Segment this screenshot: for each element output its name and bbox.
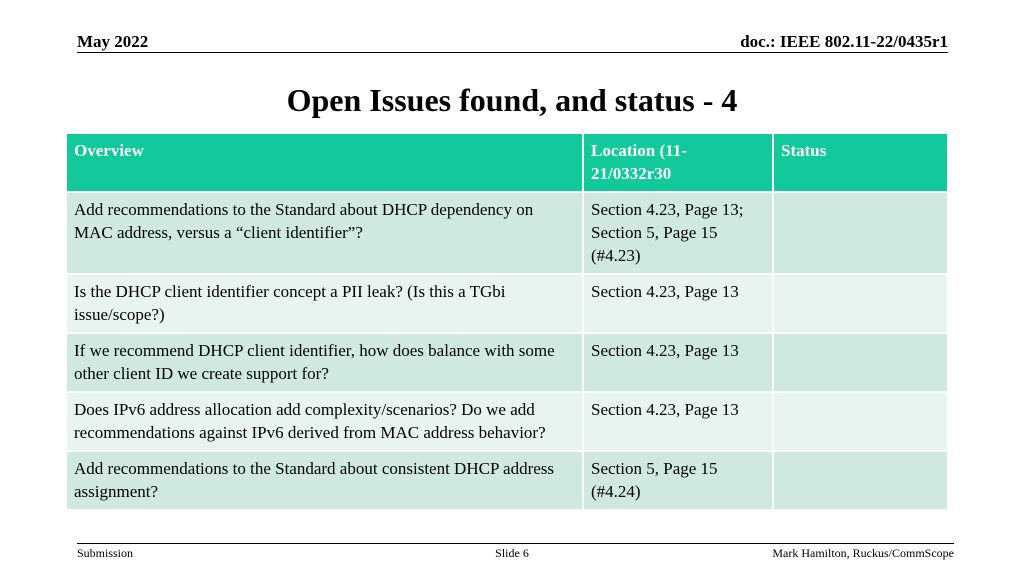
footer-author: Mark Hamilton, Ruckus/CommScope — [772, 546, 954, 560]
table-row — [66, 333, 948, 392]
table-row — [66, 392, 948, 451]
header-overview: Overview — [66, 133, 583, 192]
location-cell: Section 5, Page 15 (#4.24) — [583, 451, 773, 510]
footer-slide-number: Slide 6 — [495, 546, 529, 560]
status-cell — [773, 392, 948, 451]
overview-cell: If we recommend DHCP client identifier, how does balance with some other client ID we create support for? — [66, 333, 583, 392]
location-cell: Section 4.23, Page 13 — [583, 274, 773, 333]
header-date: May 2022 — [77, 32, 149, 51]
overview-cell: Add recommendations to the Standard about consistent DHCP address assignment? — [66, 451, 583, 510]
overview-cell: Does IPv6 address allocation add complexity/scenarios? Do we add recommendations against IPv6 derived from MAC address behavior? — [66, 392, 583, 451]
status-cell — [773, 333, 948, 392]
footer-rule — [77, 543, 954, 544]
location-cell: Section 4.23, Page 13 — [583, 333, 773, 392]
table-row — [66, 274, 948, 333]
overview-cell: Add recommendations to the Standard about DHCP dependency on MAC address, versus a “client identifier”? — [66, 192, 583, 274]
location-cell: Section 4.23, Page 13; Section 5, Page 15 (#4.23) — [583, 192, 773, 274]
header-location: Location (11-21/0332r30 — [583, 133, 773, 192]
slide-title: Open Issues found, and status - 4 — [286, 82, 738, 118]
footer-submission: Submission — [77, 546, 134, 560]
table-row — [66, 192, 948, 274]
header-status: Status — [773, 133, 948, 192]
issues-table — [65, 132, 949, 511]
table-header-row — [66, 133, 948, 192]
header-rule — [77, 52, 948, 53]
status-cell — [773, 192, 948, 274]
table-row — [66, 451, 948, 510]
header-doc-id: doc.: IEEE 802.11-22/0435r1 — [740, 32, 948, 51]
location-cell: Section 4.23, Page 13 — [583, 392, 773, 451]
status-cell — [773, 451, 948, 510]
status-cell — [773, 274, 948, 333]
overview-cell: Is the DHCP client identifier concept a PII leak? (Is this a TGbi issue/scope?) — [66, 274, 583, 333]
